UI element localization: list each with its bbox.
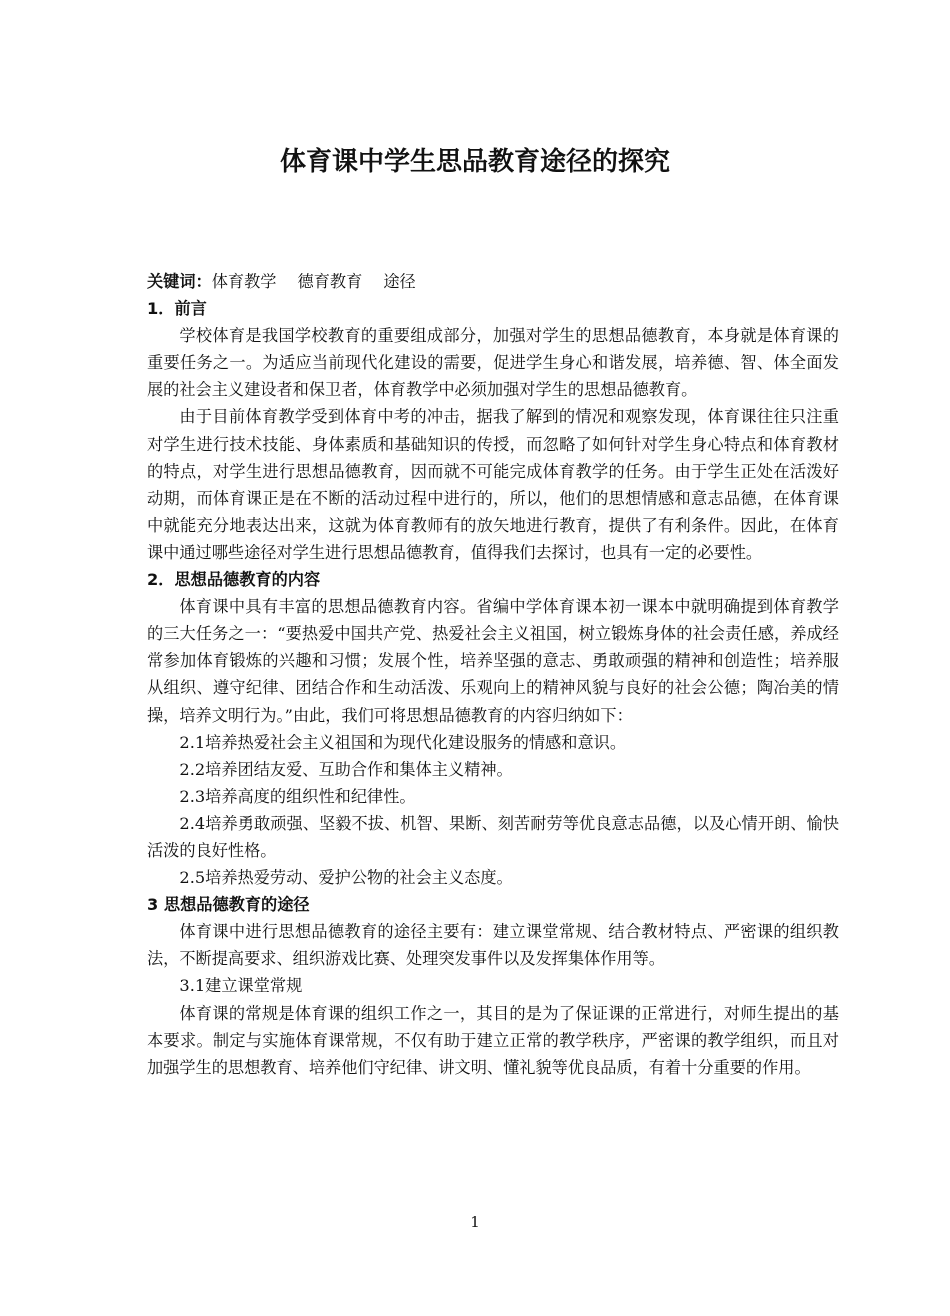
list-item: 2.4培养勇敢顽强、坚毅不拔、机智、果断、刻苦耐劳等优良意志品德，以及心情开朗、愉快活泼的良好性格。 [147,813,839,860]
section-heading-3: 3 思想品德教育的途径 [147,895,310,915]
keyword: 体育教学 [211,272,277,291]
section-heading-2: 2．思想品德教育的内容 [147,570,321,590]
list-item: 2.3培养高度的组织性和纪律性。 [179,786,416,806]
keyword: 途径 [383,272,416,291]
subsection-heading: 3.1建立课堂常规 [179,976,303,996]
section-heading-1: 1．前言 [147,299,207,319]
list-item: 2.1培养热爱社会主义祖国和为现代化建设服务的情感和意识。 [179,732,627,752]
paragraph: 体育课的常规是体育课的组织工作之一，其目的是为了保证课的正常进行，对师生提出的基本要求。制定与实施体育课常规，不仅有助于建立正常的教学秩序，严密课的教学组织，而且对加强学生的思想教育、培养他们守纪律、讲文明、懂礼貌等优良品质，有着十分重要的作用。 [147,1003,839,1077]
paragraph: 学校体育是我国学校教育的重要组成部分，加强对学生的思想品德教育，本身就是体育课的重要任务之一。为适应当前现代化建设的需要，促进学生身心和谐发展，培养德、智、体全面发展的社会主义建设者和保卫者，体育教学中必须加强对学生的思想品德教育。 [147,326,839,400]
paragraph: 体育课中具有丰富的思想品德教育内容。省编中学体育课本初一课本中就明确提到体育教学的三大任务之一：“要热爱中国共产党、热爱社会主义祖国，树立锻炼身体的社会责任感，养成经常参加体育锻炼的兴趣和习惯；发展个性，培养坚强的意志、勇敢顽强的精神和创造性；培养服从组织、遵守纪律、团结合作和生动活泼、乐观向上的精神风貌与良好的社会公德；陶冶美的情操，培养文明行为。”由此，我们可将思想品德教育的内容归纳如下： [147,597,839,725]
paragraph: 由于目前体育教学受到体育中考的冲击，据我了解到的情况和观察发现，体育课往往只注重对学生进行技术技能、身体素质和基础知识的传授，而忽略了如何针对学生身心特点和体育教材的特点，对学生进行思想品德教育，因而就不可能完成体育教学的任务。由于学生正处在活泼好动期，而体育课正是在不断的活动过程中进行的，所以，他们的思想情感和意志品德，在体育课中就能充分地表达出来，这就为体育教师有的放矢地进行教育，提供了有利条件。因此，在体育课中通过哪些途径对学生进行思想品德教育，值得我们去探讨，也具有一定的必要性。 [147,407,839,562]
document-body [147,268,839,1081]
page-number: 1 [470,1213,480,1231]
document-title: 体育课中学生思品教育途径的探究 [279,147,670,177]
keyword: 德育教育 [297,272,363,291]
keywords-line [147,268,839,295]
paragraph: 体育课中进行思想品德教育的途径主要有：建立课堂常规、结合教材特点、严密课的组织教法，不断提高要求、组织游戏比赛、处理突发事件以及发挥集体作用等。 [147,922,839,969]
list-item: 2.5培养热爱劳动、爱护公物的社会主义态度。 [179,868,513,888]
keywords-label: 关键词： [147,272,212,291]
list-item: 2.2培养团结友爱、互助合作和集体主义精神。 [179,759,513,779]
